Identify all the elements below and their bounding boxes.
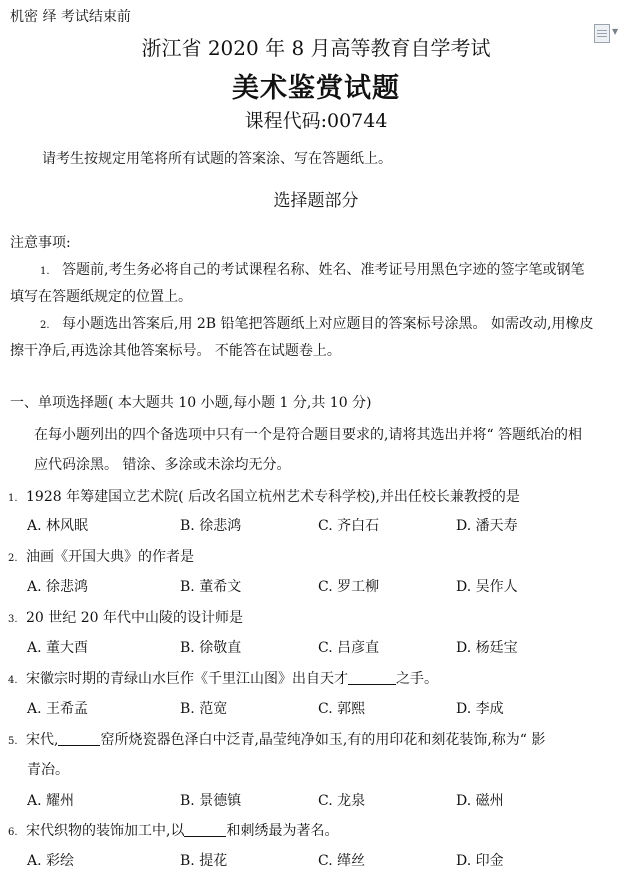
option-a: A. 彩绘 [27, 853, 75, 869]
question-number: 4. [8, 675, 18, 686]
question-6 [8, 820, 338, 840]
note-number: 2. [40, 320, 50, 331]
question-text: 20 世纪 20 年代中山陵的设计师是 [26, 610, 243, 626]
option-d: D. 吴作人 [456, 579, 518, 595]
dropdown-arrow-icon[interactable]: ▼ [612, 27, 619, 36]
question-text-cont: 窑所烧瓷器色泽白中泛青,晶莹纯净如玉,有的用印花和刻花装饰,称为“ 影 [100, 732, 546, 748]
question-number: 2. [8, 553, 18, 564]
option-d: D. 李成 [456, 701, 504, 717]
option-a: A. 徐悲鸿 [27, 579, 89, 595]
option-d: D. 磁州 [456, 793, 504, 809]
option-d: D. 杨廷宝 [456, 640, 518, 656]
question-4 [8, 668, 438, 688]
exam-title: 浙江省 2020 年 8 月高等教育自学考试 [141, 36, 491, 60]
question-text: 宋代织物的装饰加工中,以 [26, 823, 185, 839]
question-number: 1. [8, 493, 18, 504]
question-text: 1928 年筹建国立艺术院( 后改名国立杭州艺术专科学校),并出任校长兼教授的是 [26, 489, 520, 505]
part-title: 一、单项选择题( 本大题共 10 小题,每小题 1 分,共 10 分) [10, 395, 372, 411]
note-item-1 [40, 259, 584, 279]
option-c: C. 吕彦直 [318, 640, 380, 656]
question-number: 6. [8, 827, 18, 838]
notes-title: 注意事项: [10, 235, 71, 251]
option-d: D. 潘天寿 [456, 518, 518, 534]
option-d: D. 印金 [456, 853, 504, 869]
answer-blank [184, 822, 226, 837]
note-text: 每小题选出答案后,用 2B 铅笔把答题纸上对应题目的答案标号涂黑。 如需改动,用橡皮 [62, 316, 594, 332]
answer-blank [58, 731, 100, 746]
question-text-end: 之手。 [396, 671, 438, 687]
question-text-end: 和刺绣最为著名。 [226, 823, 339, 839]
question-number: 3. [8, 614, 18, 625]
question-text: 宋代, [26, 732, 59, 748]
question-number: 5. [8, 736, 18, 747]
note-number: 1. [40, 266, 50, 277]
question-text: 宋徽宗时期的青绿山水巨作《千里江山图》出自天才 [26, 671, 348, 687]
option-b: B. 提花 [180, 853, 228, 869]
question-5-cont: 青冶。 [27, 762, 69, 778]
option-c: C. 龙泉 [318, 793, 366, 809]
option-a: A. 王希孟 [27, 701, 89, 717]
note-item-2-cont: 擦干净后,再选涂其他答案标号。 不能答在试题卷上。 [10, 343, 341, 359]
part-description: 在每小题列出的四个备选项中只有一个是符合题目要求的,请将其选出并将“ 答题纸冶的相 [34, 427, 583, 443]
option-a: A. 董大酉 [27, 640, 89, 656]
subject-title: 美术鉴赏试题 [232, 73, 400, 104]
question-2 [8, 546, 194, 566]
option-b: B. 徐敬直 [180, 640, 242, 656]
answer-blank [348, 670, 396, 685]
option-b: B. 董希文 [180, 579, 242, 595]
note-item-2 [40, 313, 593, 333]
option-c: C. 齐白石 [318, 518, 380, 534]
option-a: A. 耀州 [27, 793, 75, 809]
question-3 [8, 607, 243, 627]
option-b: B. 范宽 [180, 701, 228, 717]
note-text: 答题前,考生务必将自己的考试课程名称、姓名、准考证号用黑色字迹的签字笔或钢笔 [62, 262, 585, 278]
note-item-1-cont: 填写在答题纸规定的位置上。 [10, 289, 192, 305]
option-c: C. 缂丝 [318, 853, 366, 869]
option-c: C. 郭熙 [318, 701, 366, 717]
question-text: 油画《开国大典》的作者是 [26, 549, 194, 565]
instruction-text: 请考生按规定用笔将所有试题的答案涂、写在答题纸上。 [42, 151, 392, 167]
section-heading: 选择题部分 [273, 191, 359, 211]
question-1 [8, 486, 520, 506]
option-a: A. 林风眠 [27, 518, 89, 534]
option-c: C. 罗工柳 [318, 579, 380, 595]
question-5 [8, 729, 545, 749]
confidential-label: 机密 绎 考试结束前 [10, 9, 131, 25]
part-description-cont: 应代码涂黑。 错涂、多涂或未涂均无分。 [34, 457, 291, 473]
option-b: B. 徐悲鸿 [180, 518, 242, 534]
course-code: 课程代码:00744 [244, 110, 388, 132]
option-b: B. 景德镇 [180, 793, 242, 809]
